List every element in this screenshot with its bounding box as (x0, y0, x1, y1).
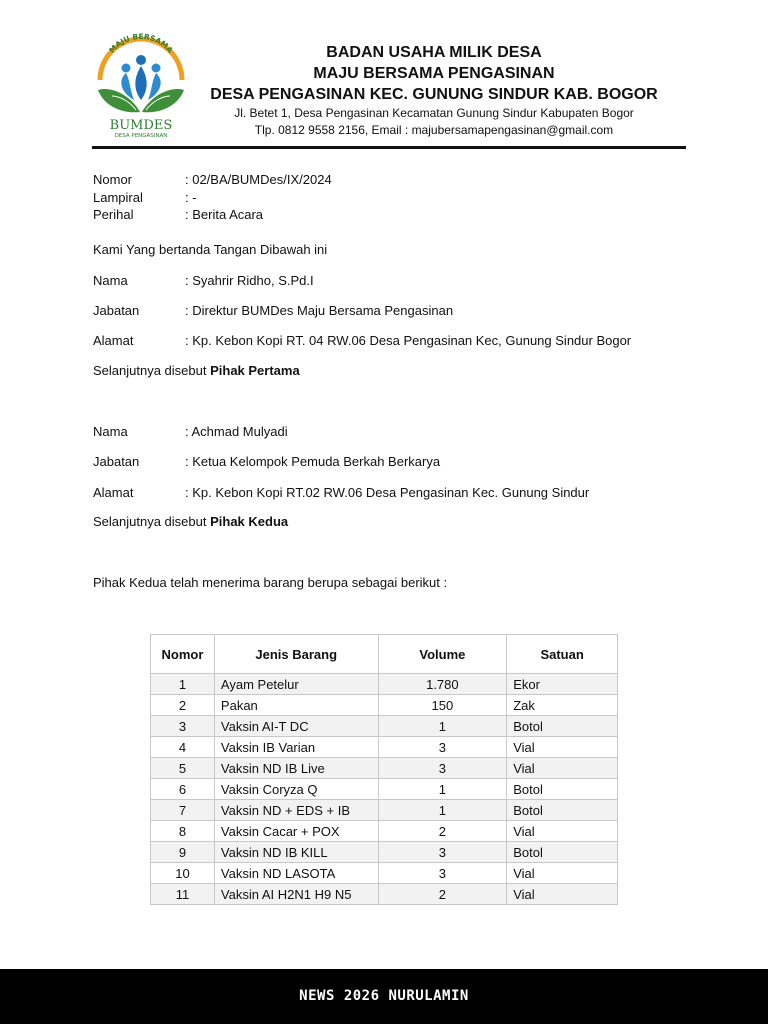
cell-satuan: Botol (507, 842, 618, 863)
letterhead (200, 42, 668, 139)
cell-volume: 3 (378, 737, 507, 758)
cell-jenis-barang: Vaksin IB Varian (214, 737, 378, 758)
pihak-kedua-jabatan-value: : Ketua Kelompok Pemuda Berkah Berkarya (185, 454, 441, 469)
pihak-pertama-jabatan (93, 302, 453, 319)
meta-nomor (93, 171, 332, 189)
pihak-pertama-nama-label: Nama (93, 273, 128, 288)
meta-perihal-value: : Berita Acara (185, 207, 264, 222)
cell-jenis-barang: Vaksin Coryza Q (214, 779, 378, 800)
letterhead-address: Jl. Betet 1, Desa Pengasinan Kecamatan Gunung Sindur Kabupaten Bogor (234, 106, 634, 120)
cell-volume: 1 (378, 716, 507, 737)
pihak-kedua-alamat (93, 484, 589, 501)
cell-nomor: 7 (151, 800, 215, 821)
header-satuan: Satuan (507, 635, 618, 674)
header-volume: Volume (378, 635, 507, 674)
table-header-row (151, 635, 618, 674)
meta-lampiran-value: : - (185, 189, 197, 205)
letterhead-divider (92, 146, 686, 149)
cell-jenis-barang: Vaksin AI-T DC (214, 716, 378, 737)
cell-volume: 3 (378, 842, 507, 863)
cell-nomor: 5 (151, 758, 215, 779)
cell-nomor: 6 (151, 779, 215, 800)
pihak-kedua-alamat-value: : Kp. Kebon Kopi RT.02 RW.06 Desa Pengasinan Kec. Gunung Sindur (185, 485, 590, 500)
letter-meta (93, 171, 332, 224)
bumdes-logo (90, 30, 192, 140)
logo-arc-text: MAJU BERSAMA (107, 31, 175, 55)
pihak-kedua-jabatan (93, 453, 440, 470)
logo-sub: DESA PENGASINAN (114, 133, 168, 139)
table-row (151, 716, 618, 737)
cell-jenis-barang: Vaksin ND IB Live (214, 758, 378, 779)
pihak-pertama-nama-value: : Syahrir Ridho, S.Pd.I (185, 273, 314, 288)
cell-nomor: 9 (151, 842, 215, 863)
cell-volume: 3 (378, 863, 507, 884)
meta-nomor-value: : 02/BA/BUMDes/IX/2024 (185, 172, 332, 187)
table-row (151, 842, 618, 863)
pihak-pertama-closing-bold: Pihak Pertama (210, 363, 300, 378)
table-row (151, 800, 618, 821)
cell-nomor: 8 (151, 821, 215, 842)
pihak-kedua-nama-value: : Achmad Mulyadi (185, 424, 288, 439)
cell-jenis-barang: Vaksin ND + EDS + IB (214, 800, 378, 821)
cell-satuan: Botol (507, 716, 618, 737)
table-row (151, 737, 618, 758)
items-table (150, 634, 618, 905)
cell-volume: 2 (378, 821, 507, 842)
pihak-kedua-jabatan-label: Jabatan (93, 454, 140, 469)
meta-lampiran (93, 189, 332, 207)
cell-satuan: Vial (507, 884, 618, 905)
bumdes-emblem-icon (90, 30, 192, 140)
intro-text: Kami Yang bertanda Tangan Dibawah ini (93, 242, 328, 257)
cell-volume: 3 (378, 758, 507, 779)
footer-banner: NEWS 2026 NURULAMIN (0, 969, 768, 1024)
table-row (151, 779, 618, 800)
cell-satuan: Vial (507, 821, 618, 842)
letterhead-line-3: DESA PENGASINAN KEC. GUNUNG SINDUR KAB. BOGOR (210, 86, 658, 103)
logo-word: BUMDES (109, 118, 173, 133)
cell-satuan: Vial (507, 758, 618, 779)
cell-volume: 1.780 (378, 674, 507, 695)
cell-nomor: 3 (151, 716, 215, 737)
pihak-kedua-closing (93, 513, 288, 530)
table-row (151, 674, 618, 695)
cell-satuan: Ekor (507, 674, 618, 695)
cell-jenis-barang: Vaksin ND IB KILL (214, 842, 378, 863)
pihak-pertama-nama (93, 272, 314, 289)
cell-satuan: Vial (507, 737, 618, 758)
table-row (151, 821, 618, 842)
meta-perihal-label: Perihal (93, 207, 134, 222)
header-jenis-barang: Jenis Barang (214, 635, 378, 674)
cell-nomor: 2 (151, 695, 215, 716)
pihak-pertama-jabatan-value: : Direktur BUMDes Maju Bersama Pengasinan (185, 303, 454, 318)
cell-volume: 2 (378, 884, 507, 905)
pihak-pertama-alamat-value: : Kp. Kebon Kopi RT. 04 RW.06 Desa Pengasinan Kec, Gunung Sindur Bogor (185, 333, 632, 348)
table-row (151, 758, 618, 779)
pihak-pertama-alamat (93, 332, 631, 349)
cell-nomor: 4 (151, 737, 215, 758)
pihak-kedua-closing-bold: Pihak Kedua (210, 514, 289, 529)
pihak-pertama-closing-prefix: Selanjutnya disebut (93, 363, 211, 378)
cell-volume: 1 (378, 800, 507, 821)
cell-satuan: Vial (507, 863, 618, 884)
letterhead-line-1: BADAN USAHA MILIK DESA (326, 44, 542, 61)
letterhead-contact: Tlp. 0812 9558 2156, Email : majubersamapengasinan@gmail.com (254, 123, 614, 137)
pihak-kedua-nama-label: Nama (93, 424, 128, 439)
pihak-pertama-jabatan-label: Jabatan (93, 303, 140, 318)
header-nomor: Nomor (151, 635, 215, 674)
table-row (151, 695, 618, 716)
cell-jenis-barang: Pakan (214, 695, 378, 716)
cell-jenis-barang: Ayam Petelur (214, 674, 378, 695)
meta-lampiran-label: Lampiral (93, 189, 143, 205)
cell-nomor: 11 (151, 884, 215, 905)
pihak-kedua-alamat-label: Alamat (93, 485, 134, 500)
meta-nomor-label: Nomor (93, 172, 133, 187)
cell-jenis-barang: Vaksin Cacar + POX (214, 821, 378, 842)
table-row (151, 863, 618, 884)
meta-perihal (93, 206, 332, 224)
cell-satuan: Botol (507, 779, 618, 800)
cell-volume: 1 (378, 779, 507, 800)
cell-satuan: Zak (507, 695, 618, 716)
cell-nomor: 1 (151, 674, 215, 695)
receipt-text: Pihak Kedua telah menerima barang berupa sebagai berikut : (93, 575, 448, 590)
cell-nomor: 10 (151, 863, 215, 884)
table-row (151, 884, 618, 905)
pihak-pertama-alamat-label: Alamat (93, 333, 134, 348)
pihak-pertama-closing (93, 362, 300, 379)
cell-satuan: Botol (507, 800, 618, 821)
cell-jenis-barang: Vaksin AI H2N1 H9 N5 (214, 884, 378, 905)
letterhead-line-2: MAJU BERSAMA PENGASINAN (313, 65, 555, 82)
pihak-kedua-nama (93, 423, 288, 440)
svg-text:MAJU BERSAMA (107, 32, 175, 55)
cell-jenis-barang: Vaksin ND LASOTA (214, 863, 378, 884)
cell-volume: 150 (378, 695, 507, 716)
pihak-kedua-closing-prefix: Selanjutnya disebut (93, 514, 211, 529)
